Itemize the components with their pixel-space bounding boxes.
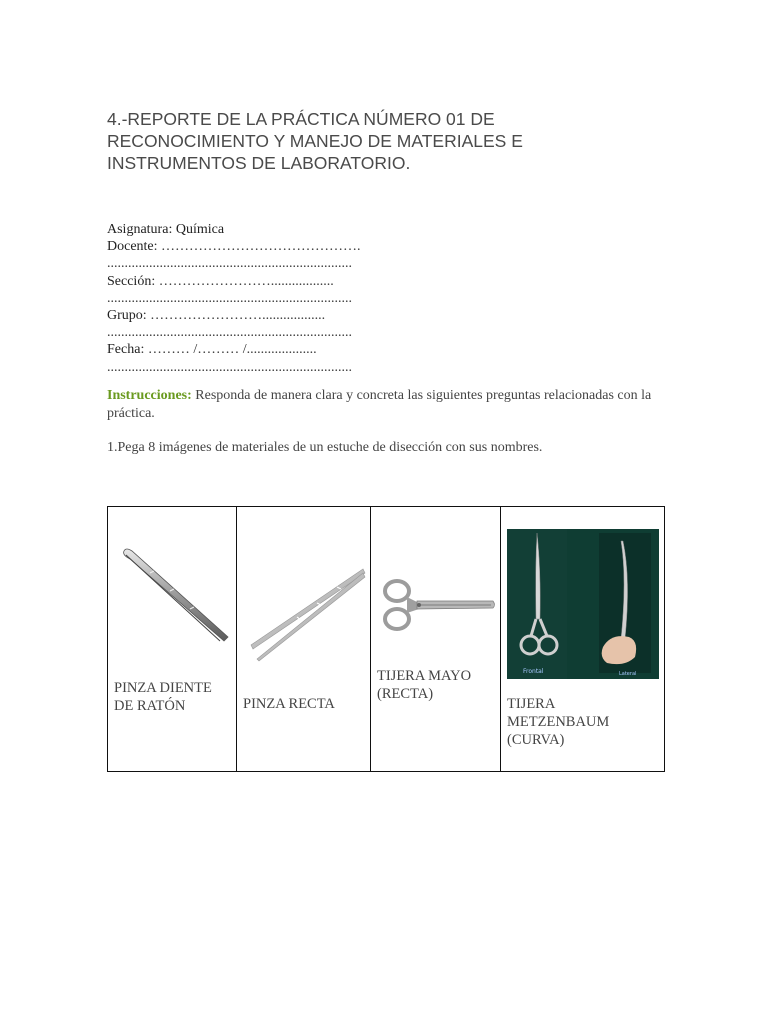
docente-blank-line: ...................................................................... bbox=[107, 256, 352, 272]
seccion-field bbox=[107, 273, 407, 290]
instruments-table bbox=[107, 506, 665, 772]
grupo-field bbox=[107, 307, 407, 324]
label-line: (RECTA) bbox=[377, 686, 434, 702]
instrument-label bbox=[243, 695, 368, 713]
docente-field bbox=[107, 238, 407, 255]
label-line: DE RATÓN bbox=[114, 698, 186, 714]
asignatura-field bbox=[107, 221, 407, 238]
label-line: PINZA RECTA bbox=[243, 696, 335, 712]
tweezers-straight-icon bbox=[247, 565, 367, 665]
instructions-paragraph bbox=[107, 387, 667, 422]
seccion-label: Sección bbox=[107, 273, 152, 289]
grupo-value: : …………………….................. bbox=[142, 308, 326, 324]
instructions-label: Instrucciones: bbox=[107, 388, 192, 403]
label-line: TIJERA bbox=[507, 696, 556, 712]
label-line: TIJERA MAYO bbox=[377, 668, 472, 684]
instrument-label bbox=[507, 695, 659, 749]
asignatura-value: : Química bbox=[168, 222, 225, 237]
grupo-label: Grupo bbox=[107, 308, 143, 324]
instrument-cell bbox=[371, 507, 501, 772]
tweezers-toothed-icon bbox=[120, 545, 232, 645]
instructions-text: Responda de manera clara y concreta las siguientes preguntas relacionadas con la práctica. bbox=[107, 388, 652, 421]
table-row bbox=[108, 507, 665, 772]
label-line: PINZA DIENTE bbox=[114, 680, 212, 696]
scissors-straight-icon bbox=[379, 577, 497, 633]
docente-value: : ……………………………………. bbox=[153, 239, 361, 255]
instrument-label bbox=[377, 667, 497, 703]
frontal-caption: Frontal bbox=[523, 668, 544, 675]
docente-label: Docente bbox=[107, 239, 154, 255]
label-line: (CURVA) bbox=[507, 732, 565, 748]
scissors-curved-icon bbox=[507, 529, 659, 679]
report-title bbox=[107, 108, 667, 174]
instrument-label bbox=[114, 679, 232, 715]
instrument-cell bbox=[108, 507, 237, 772]
fecha-blank-line: ...................................................................... bbox=[107, 359, 352, 375]
grupo-blank-line: ...................................................................... bbox=[107, 325, 352, 341]
title-line: RECONOCIMIENTO Y MANEJO DE MATERIALES E bbox=[107, 131, 523, 151]
title-line: INSTRUMENTOS DE LABORATORIO. bbox=[107, 153, 411, 173]
header-fields bbox=[107, 221, 407, 376]
seccion-blank-line: ...................................................................... bbox=[107, 290, 352, 306]
metzenbaum-photo bbox=[507, 529, 659, 679]
lateral-caption: Lateral bbox=[619, 671, 637, 677]
asignatura-label: Asignatura bbox=[107, 222, 169, 237]
label-line: METZENBAUM bbox=[507, 714, 610, 730]
fecha-value: : ……… /……… /.................... bbox=[140, 342, 317, 358]
instrument-cell bbox=[501, 507, 665, 772]
fecha-label: Fecha bbox=[107, 342, 141, 358]
seccion-value: : …………………….................. bbox=[151, 273, 334, 289]
title-line: 4.-REPORTE DE LA PRÁCTICA NÚMERO 01 DE bbox=[107, 109, 495, 129]
instrument-cell bbox=[237, 507, 371, 772]
fecha-field bbox=[107, 341, 407, 358]
question-1: 1.Pega 8 imágenes de materiales de un estuche de disección con sus nombres. bbox=[107, 440, 543, 455]
